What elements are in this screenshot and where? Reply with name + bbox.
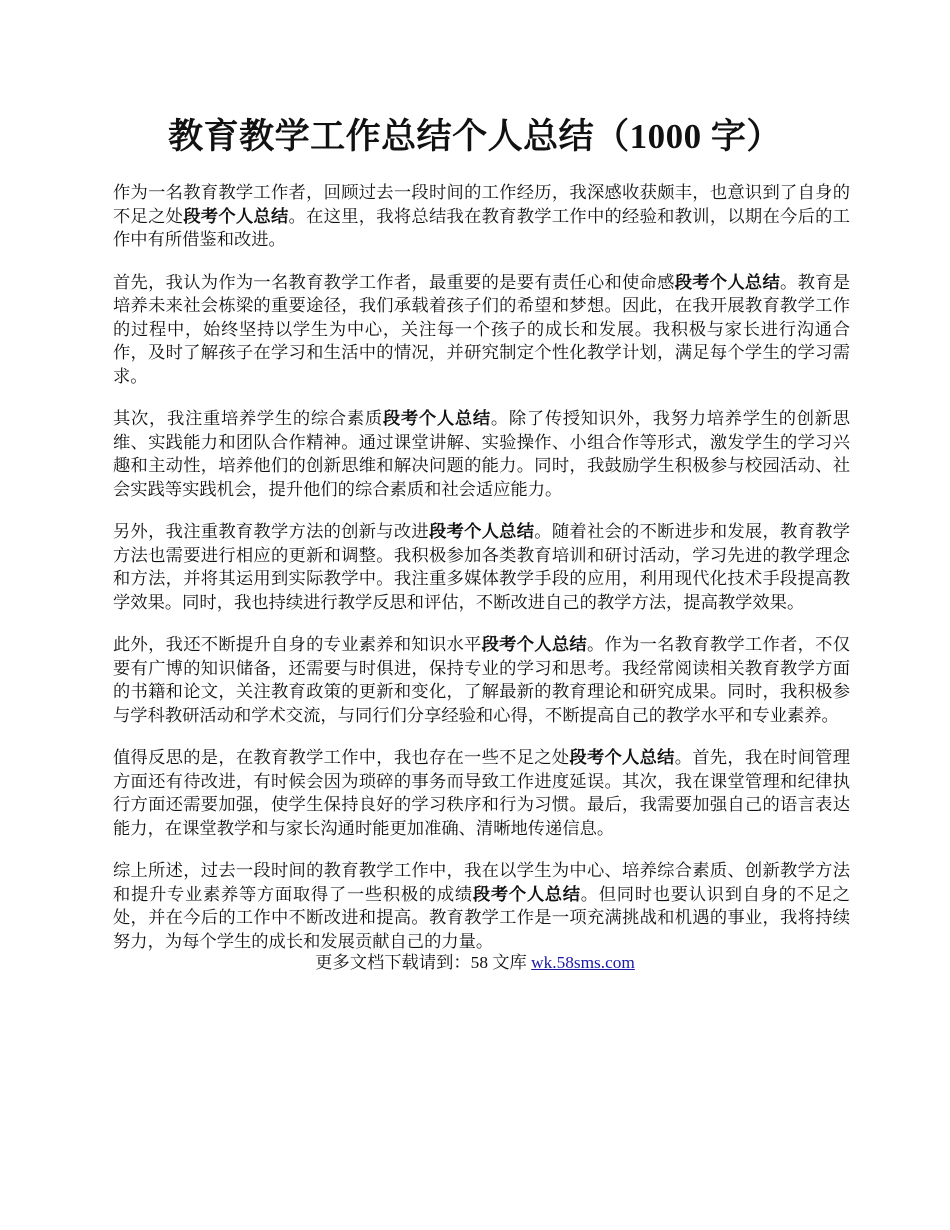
paragraph-text: 。但同时也要认识到自身的不足之处，并在今后的工作中不断改进和提高。教育教学工作是一项充满挑战和机遇的事业，我将持续努力，为每个学生的成长和发展贡献自己的力量。: [113, 884, 850, 951]
paragraph-text: 值得反思的是，在教育教学工作中，我也存在一些不足之处: [113, 748, 570, 767]
paragraph-text: 。在这里，我将总结我在教育教学工作中的经验和教训，以期在今后的工作中有所借鉴和改进。: [113, 206, 850, 249]
paragraph-text: 此外，我还不断提升自身的专业素养和知识水平: [113, 635, 482, 654]
paragraph-text: 首先，我认为作为一名教育教学工作者，最重要的是要有责任心和使命感: [113, 272, 675, 292]
footer-text: 更多文档下载请到：58 文库: [315, 953, 532, 972]
paragraph-text: 作为一名教育教学工作者，回顾过去一段时间的工作经历，我深感收获颇丰，也意识到了自身的不足之处: [113, 183, 850, 226]
keyword-highlight: 段考个人总结: [674, 272, 781, 292]
keyword-highlight: 段考个人总结: [428, 522, 535, 541]
paragraph-7: [113, 859, 850, 953]
paragraph-text: 另外，我注重教育教学方法的创新与改进: [113, 522, 429, 541]
keyword-highlight: 段考个人总结: [382, 409, 491, 428]
keyword-highlight: 段考个人总结: [472, 884, 581, 904]
paragraph-6: [113, 746, 850, 840]
paragraph-text: 。教育是培养未来社会栋梁的重要途径，我们承载着孩子们的希望和梦想。因此，在我开展教育教学工作的过程中，始终坚持以学生为中心，关注每一个孩子的成长和发展。我积极与家长进行沟通合作，及时了解孩子在学习和生活中的情况，并研究制定个性化教学计划，满足每个学生的学习需求。: [113, 272, 850, 386]
paragraph-text: 。首先，我在时间管理方面还有待改进，有时候会因为琐碎的事务而导致工作进度延误。其次，我在课堂管理和纪律执行方面还需要加强，使学生保持良好的学习秩序和行为习惯。最后，我需要加强自己的语言表达能力，在课堂教学和与家长沟通时能更加准确、清晰地传递信息。: [113, 748, 850, 838]
document-body: [113, 181, 850, 972]
paragraph-text: 。除了传授知识外，我努力培养学生的创新思维、实践能力和团队合作精神。通过课堂讲解、实验操作、小组合作等形式，激发学生的学习兴趣和主动性，培养他们的创新思维和解决问题的能力。同时，我鼓励学生积极参与校园活动、社会实践等实践机会，提升他们的综合素质和社会适应能力。: [113, 409, 850, 499]
keyword-highlight: 段考个人总结: [569, 748, 675, 767]
paragraph-3: [113, 407, 850, 501]
keyword-highlight: 段考个人总结: [183, 206, 289, 226]
paragraph-text: 综上所述，过去一段时间的教育教学工作中，我在以学生为中心、培养综合素质、创新教学方法和提升专业素养等方面取得了一些积极的成绩: [113, 861, 850, 904]
document-title: 教育教学工作总结个人总结（1000 字）: [168, 117, 782, 156]
paragraph-4: [113, 520, 850, 614]
paragraph-5: [113, 633, 850, 727]
download-footer: [0, 951, 950, 975]
paragraph-text: 。随着社会的不断进步和发展，教育教学方法也需要进行相应的更新和调整。我积极参加各类教育培训和研讨活动，学习先进的教学理念和方法，并将其运用到实际教学中。我注重多媒体教学手段的应用，利用现代化技术手段提高教学效果。同时，我也持续进行教学反思和评估，不断改进自己的教学方法，提高教学效果。: [113, 522, 850, 612]
website-link[interactable]: wk.58sms.com: [531, 953, 635, 972]
paragraph-text: 。作为一名教育教学工作者，不仅要有广博的知识储备，还需要与时俱进，保持专业的学习和思考。我经常阅读相关教育教学方面的书籍和论文，关注教育政策的更新和变化，了解最新的教育理论和研究成果。同时，我积极参与学科教研活动和学术交流，与同行们分享经验和心得，不断提高自己的教学水平和专业素养。: [113, 635, 850, 725]
paragraph-text: 其次，我注重培养学生的综合素质: [113, 409, 383, 428]
keyword-highlight: 段考个人总结: [481, 635, 587, 654]
paragraph-2: [113, 271, 850, 389]
paragraph-1: [113, 181, 850, 252]
